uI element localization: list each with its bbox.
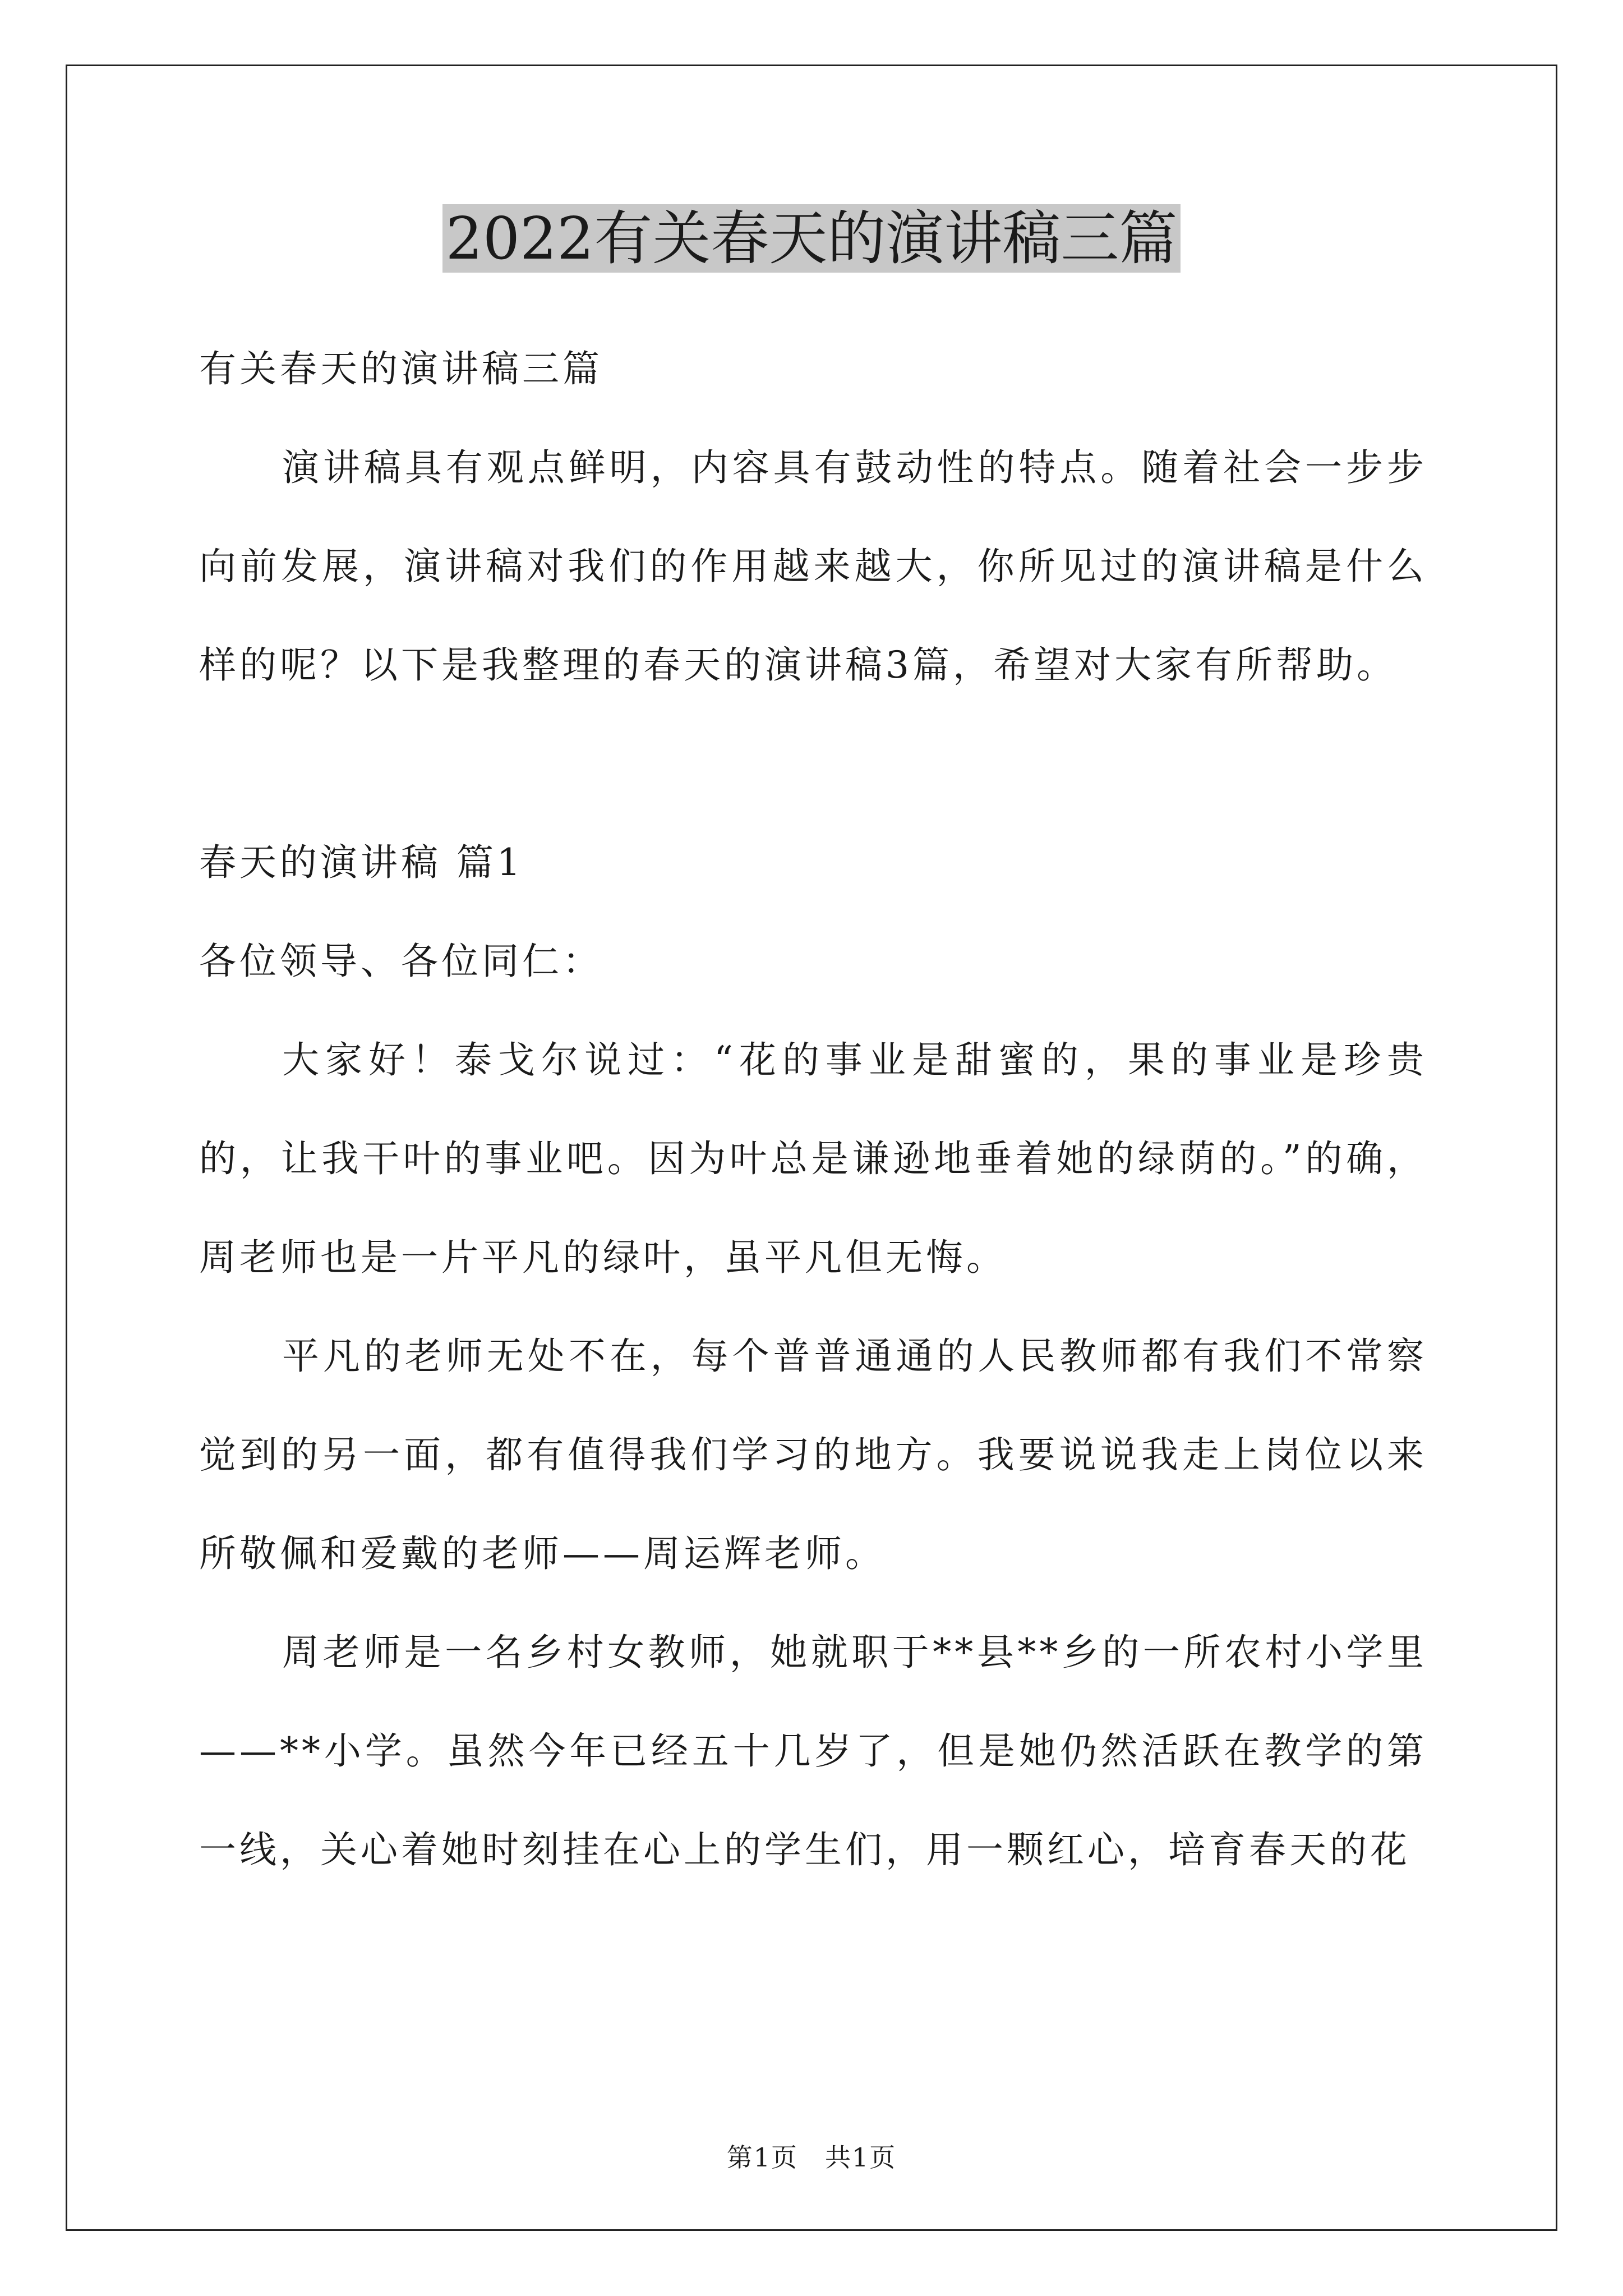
paragraph-body-3: 周老师是一名乡村女教师，她就职于**县**乡的一所农村小学里——**小学。虽然今年已经五十几岁了，但是她仍然活跃在教学的第一线，关心着她时刻挂在心上的学生们，用一颗红心，培育春天的花 xyxy=(199,1631,1427,1871)
paragraph-subtitle: 有关春天的演讲稿三篇 xyxy=(199,347,603,390)
section-heading: 春天的演讲稿 篇1 xyxy=(199,841,524,884)
paragraph-body-2: 平凡的老师无处不在，每个普普通通的人民教师都有我们不常察觉到的另一面，都有值得我们学习的地方。我要说说我走上岗位以来所敬佩和爱戴的老师——周运辉老师。 xyxy=(199,1335,1427,1575)
document-body xyxy=(199,320,1427,1899)
paragraph-salutation: 各位领导、各位同仁： xyxy=(199,940,603,983)
document-title xyxy=(0,202,1623,275)
paragraph-intro: 演讲稿具有观点鲜明，内容具有鼓动性的特点。随着社会一步步向前发展，演讲稿对我们的作用越来越大，你所见过的演讲稿是什么样的呢？以下是我整理的春天的演讲稿3篇，希望对大家有所帮助。 xyxy=(199,446,1427,687)
paragraph-body-1: 大家好！泰戈尔说过：“花的事业是甜蜜的，果的事业是珍贵的，让我干叶的事业吧。因为叶总是谦逊地垂着她的绿荫的。”的确，周老师也是一片平凡的绿叶，虽平凡但无悔。 xyxy=(199,1038,1427,1279)
document-title-text: 2022有关春天的演讲稿三篇 xyxy=(442,204,1181,273)
page-footer: 第1页 共1页 xyxy=(726,2142,897,2173)
